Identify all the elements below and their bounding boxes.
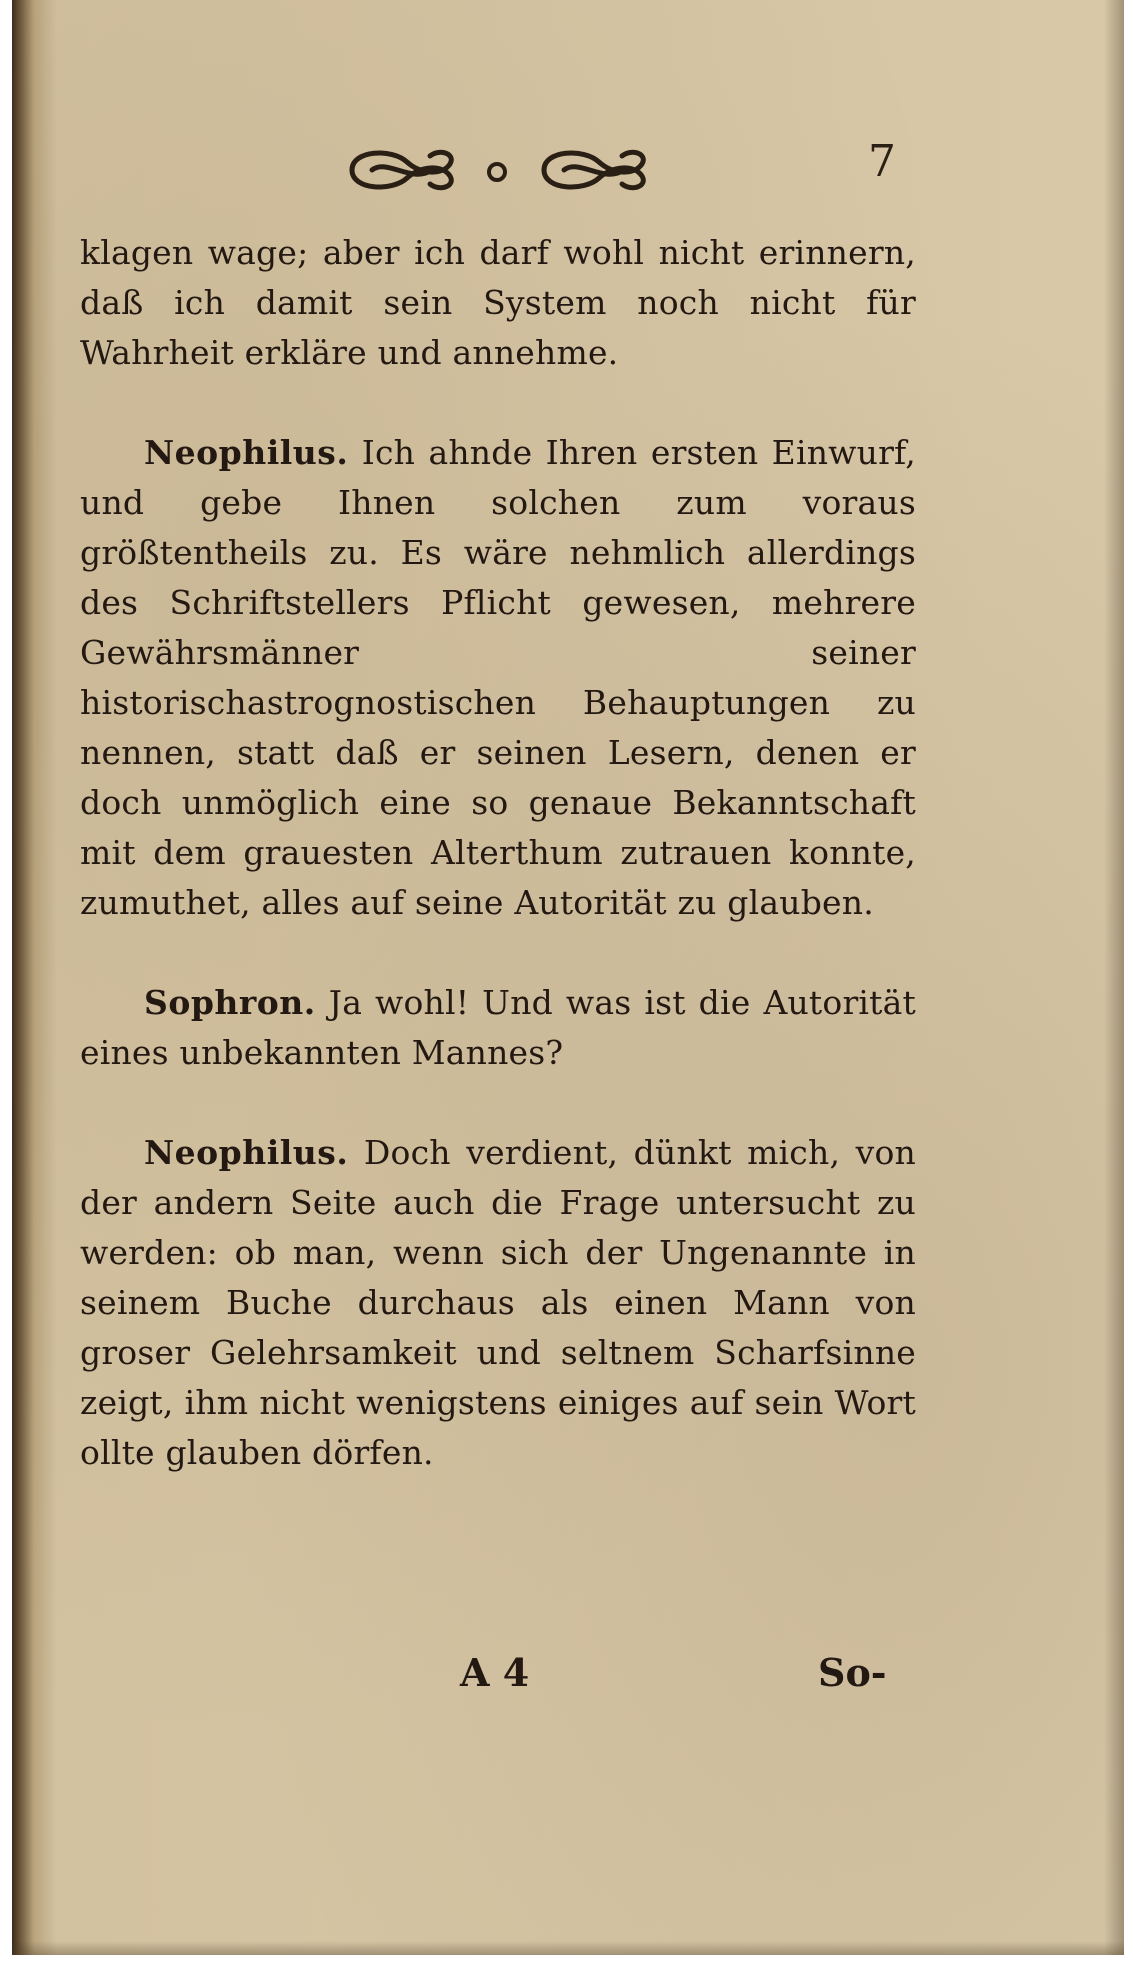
body-text: [80, 228, 916, 1528]
paragraph-text: Doch verdient, dünkt mich, von der andern Seite auch die Frage untersucht zu werden: ob man, wenn sich der Ungenannte in seinem Buche durchaus als einen Mann von groser Gelehrsamkeit und seltnem Scharfsinne zeigt, ihm nicht wenigstens einiges auf sein Wort ollte glauben dörfen.: [80, 1133, 916, 1472]
paragraph-text: Ja wohl! Und was ist die Autorität eines unbekannten Mannes?: [80, 983, 916, 1072]
book-page: [12, 0, 1124, 1955]
page-footer: [12, 1650, 1124, 1710]
dialogue-paragraph: [80, 978, 916, 1078]
signature-mark: A 4: [460, 1650, 530, 1695]
dialogue-paragraph: [80, 1128, 916, 1478]
speaker-name: Neophilus.: [144, 433, 349, 472]
page-header: [12, 130, 1124, 210]
paragraph-text: klagen wage; aber ich darf wohl nicht erinnern, daß ich damit sein System noch nicht für Wahrheit erkläre und annehme.: [80, 233, 916, 372]
catchword: So-: [818, 1650, 887, 1695]
dialogue-paragraph: [80, 428, 916, 928]
paragraph-continuation: [80, 228, 916, 378]
paragraph-text: Ich ahnde Ihren ersten Einwurf, und gebe Ihnen solchen zum voraus größtentheils zu. Es wäre nehmlich allerdings des Schriftstellers Pflicht gewesen, mehrere Gewährsmänner seiner historischastrognostischen Behauptungen zu nennen, statt daß er seinen Lesern, denen er doch unmöglich eine so genaue Bekanntschaft mit dem grauesten Alterthum zutrauen konnte, zumuthet, alles auf seine Autorität zu glauben.: [80, 433, 916, 922]
speaker-name: Sophron.: [144, 983, 316, 1022]
page-bottom-edge: [12, 1941, 1124, 1955]
fleuron-ornament-icon: [332, 140, 662, 200]
page-number: 7: [868, 136, 896, 187]
speaker-name: Neophilus.: [144, 1133, 349, 1172]
